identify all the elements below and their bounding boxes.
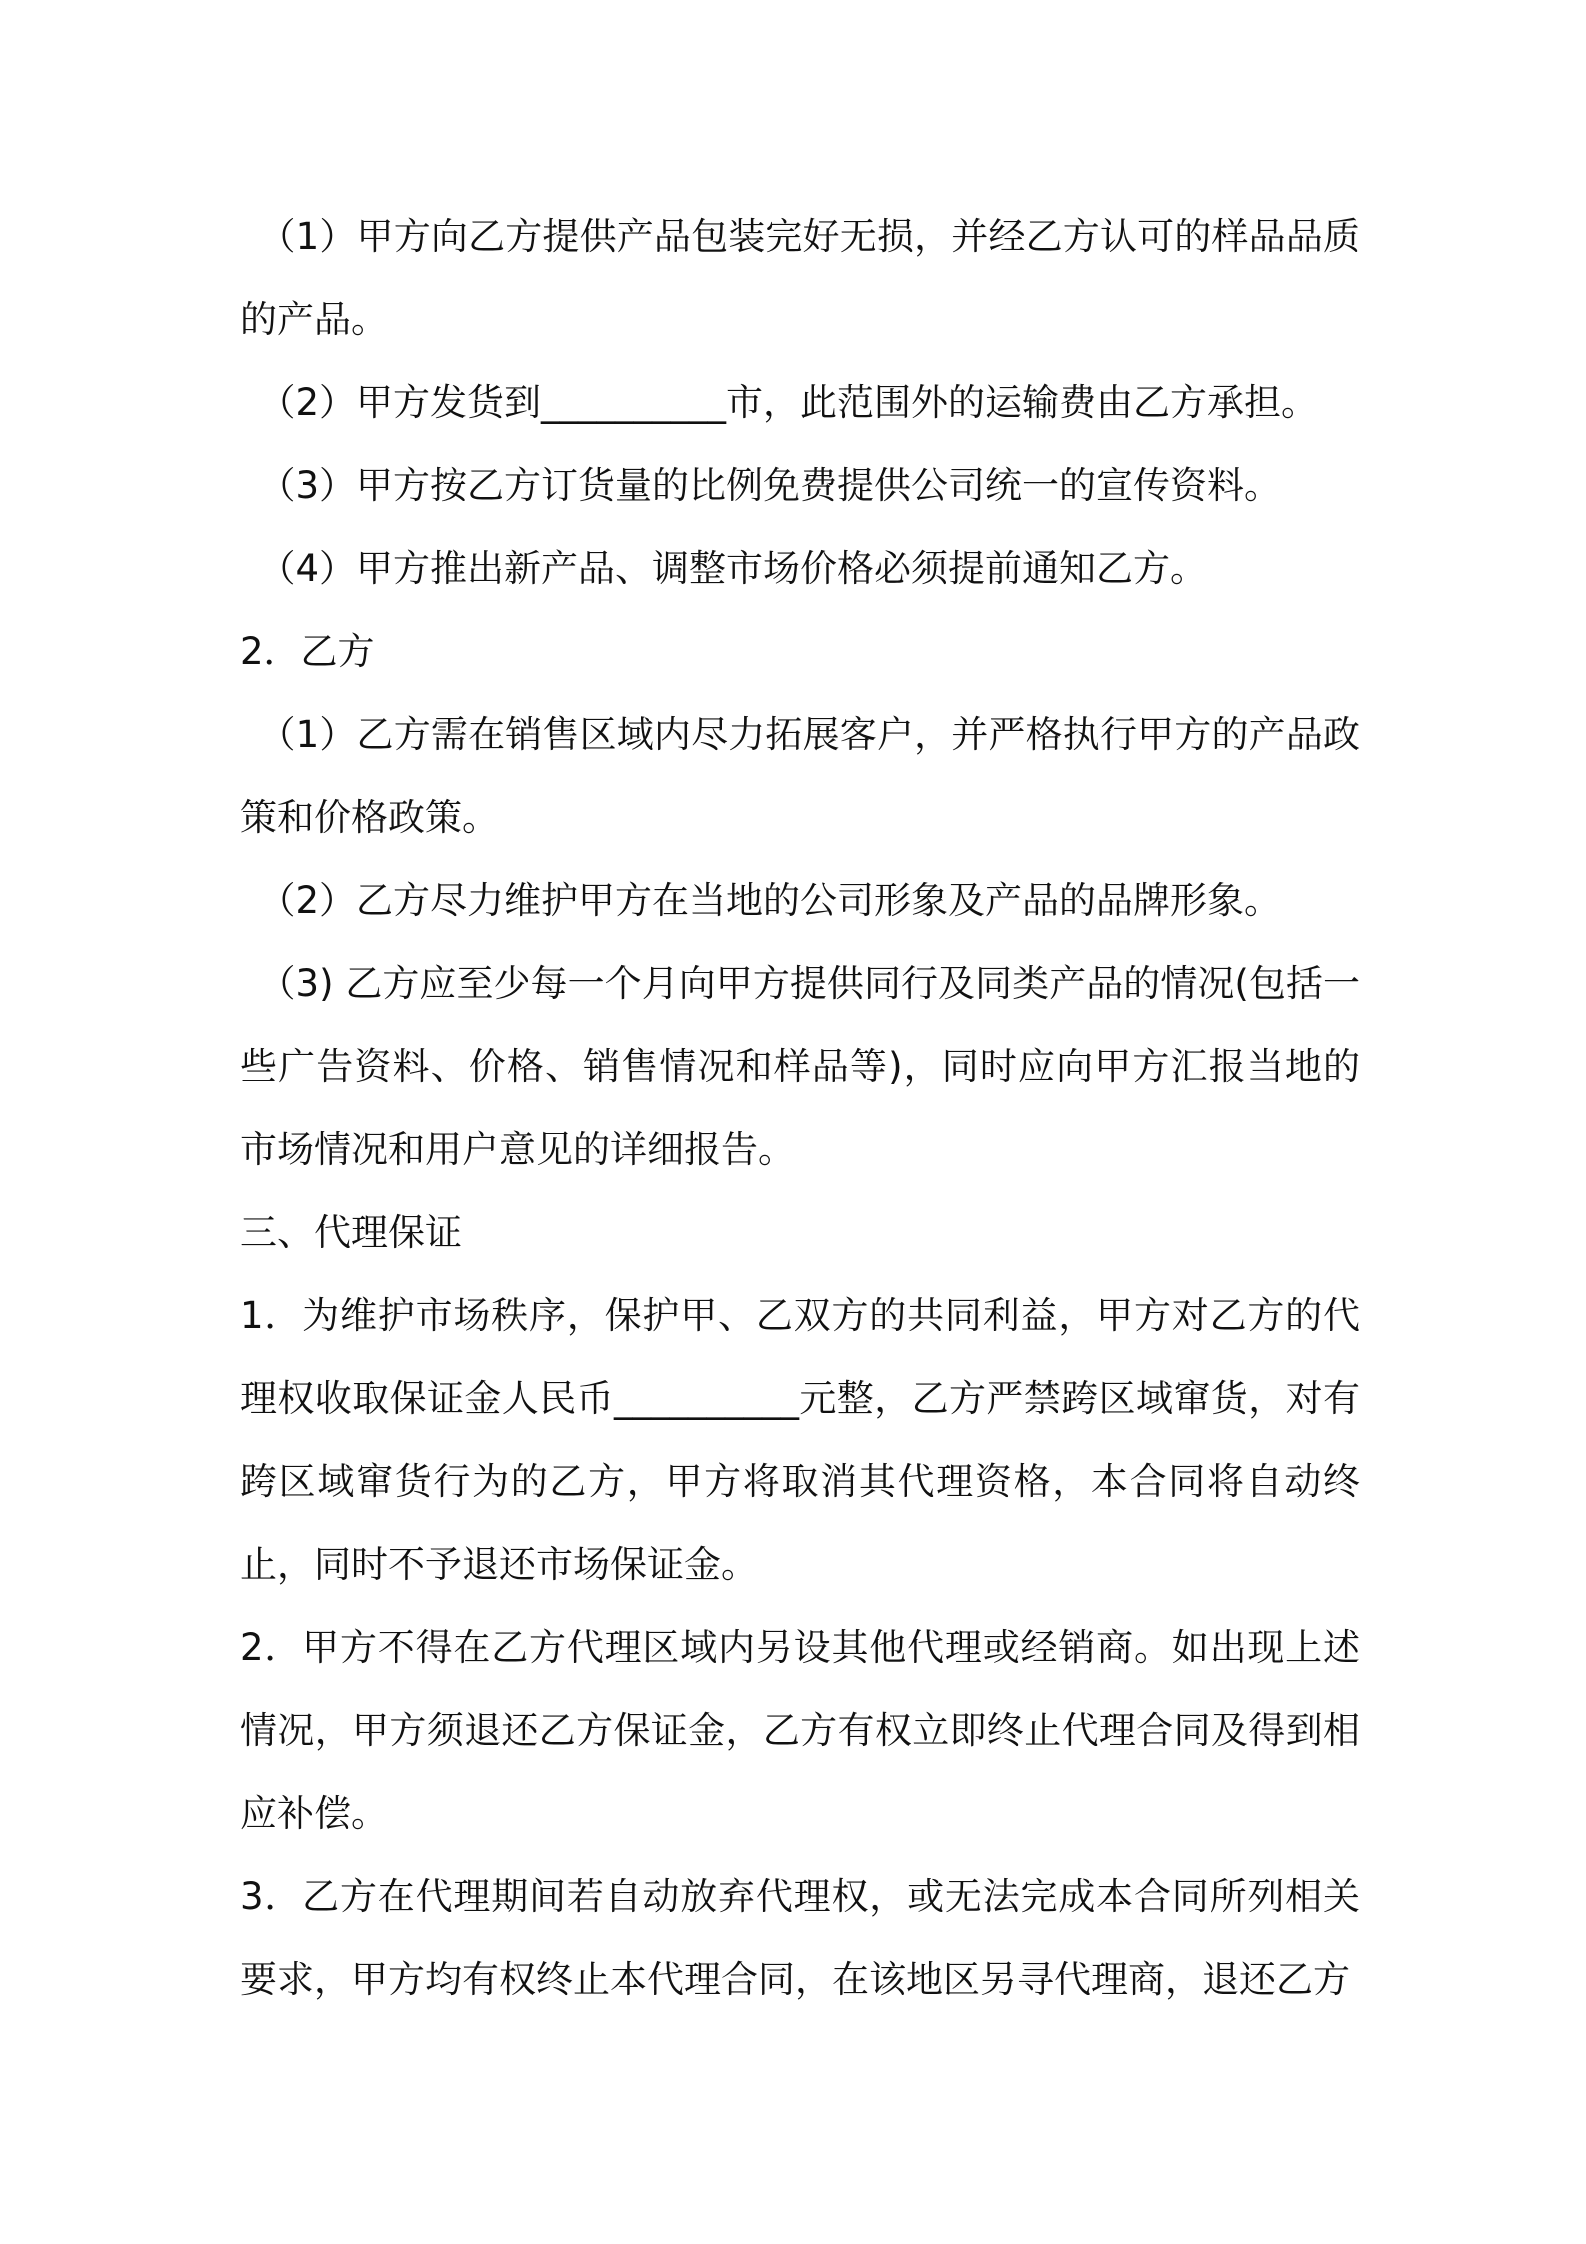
clause-2-1: （1）乙方需在销售区域内尽力拓展客户，并严格执行甲方的产品政策和价格政策。	[240, 713, 1360, 839]
clause-1-4: （4）甲方推出新产品、调整市场价格必须提前通知乙方。	[258, 547, 1208, 590]
guarantee-clause-2: 2．甲方不得在乙方代理区域内另设其他代理或经销商。如出现上述情况，甲方须退还乙方保证金，乙方有权立即终止代理合同及得到相应补偿。	[240, 1626, 1360, 1835]
guarantee-clause-3: 3．乙方在代理期间若自动放弃代理权，或无法完成本合同所列相关要求，甲方均有权终止本代理合同，在该地区另寻代理商，退还乙方	[240, 1875, 1360, 2001]
clause-1-2: （2）甲方发货到__________市，此范围外的运输费由乙方承担。	[258, 381, 1319, 424]
clause-2-2: （2）乙方尽力维护甲方在当地的公司形象及产品的品牌形象。	[258, 879, 1282, 922]
guarantee-clause-1: 1．为维护市场秩序，保护甲、乙双方的共同利益，甲方对乙方的代理权收取保证金人民币__________元整，乙方严禁跨区域窜货，对有跨区域窜货行为的乙方，甲方将取消其代理资格，本合同将自动终止，同时不予退还市场保证金。	[240, 1294, 1360, 1586]
clause-1-3: （3）甲方按乙方订货量的比例免费提供公司统一的宣传资料。	[258, 464, 1282, 507]
clause-2-3: （3) 乙方应至少每一个月向甲方提供同行及同类产品的情况(包括一些广告资料、价格、销售情况和样品等)，同时应向甲方汇报当地的市场情况和用户意见的详细报告。	[240, 962, 1360, 1171]
section-heading-party-b: 2．乙方	[240, 630, 375, 673]
section-heading-agency-guarantee: 三、代理保证	[240, 1211, 462, 1254]
clause-1-1: （1）甲方向乙方提供产品包装完好无损，并经乙方认可的样品品质的产品。	[240, 215, 1360, 341]
document-body	[240, 195, 1360, 2021]
